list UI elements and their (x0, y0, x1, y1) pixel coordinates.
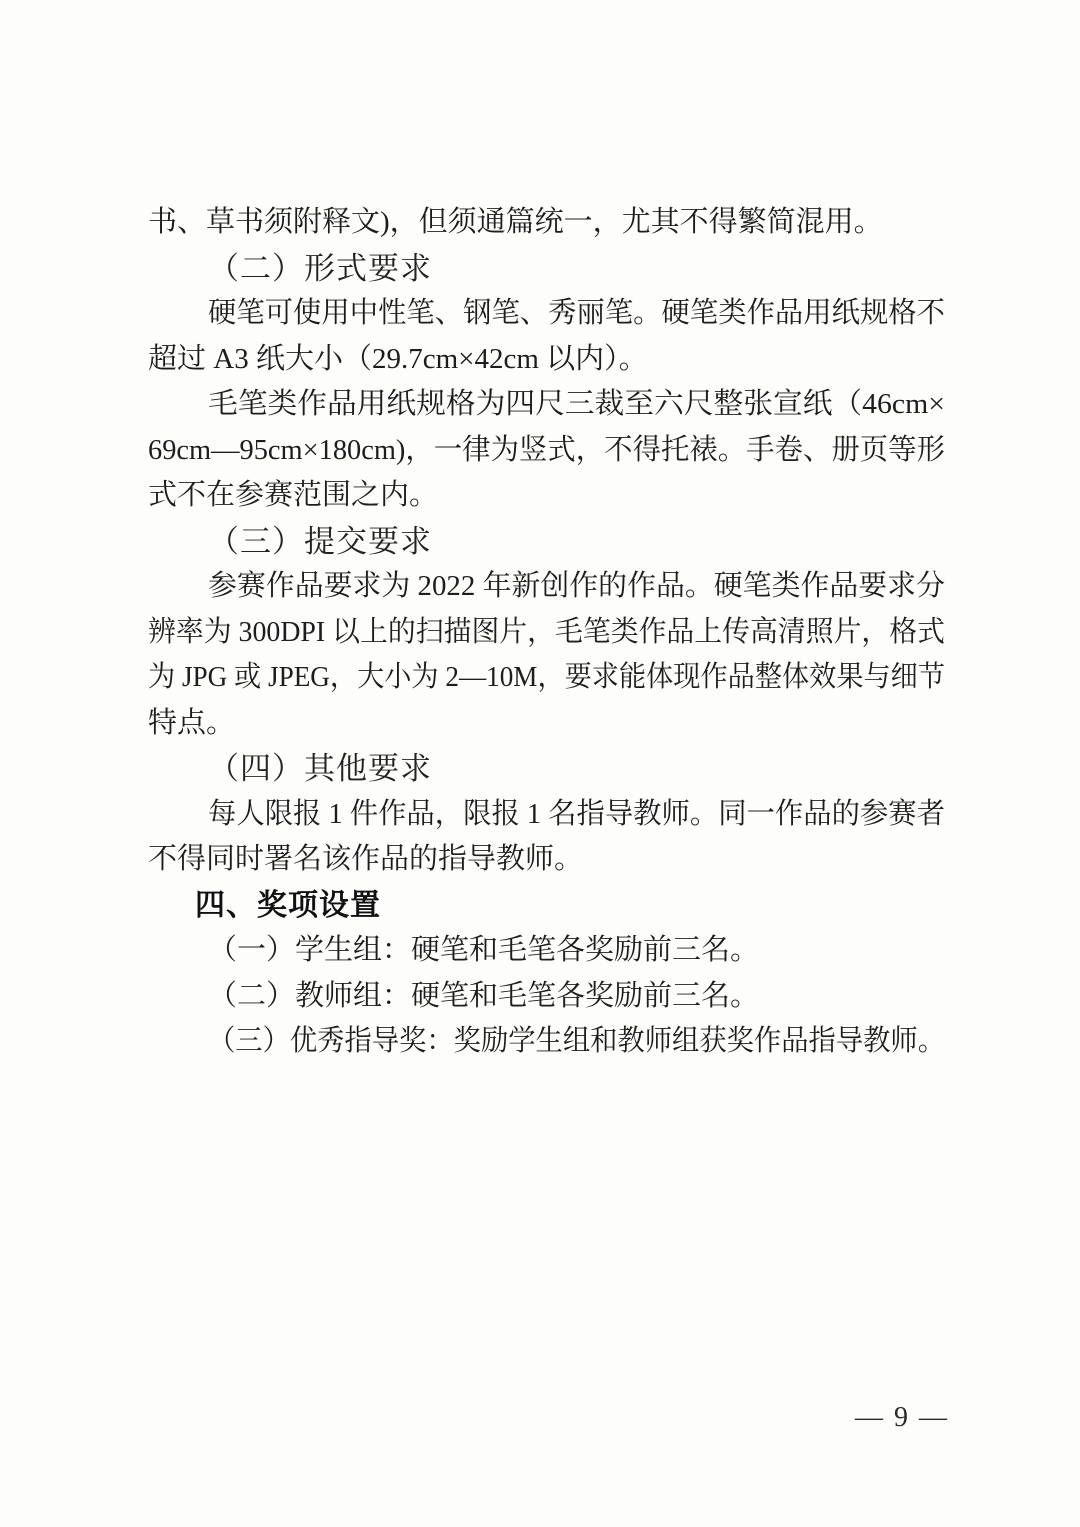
text-line-content: 硬笔可使用中性笔、钢笔、秀丽笔。硬笔类作品用纸规格不 (208, 297, 945, 329)
text-line (148, 792, 945, 838)
text-line-content: 参赛作品要求为 2022 年新创作的作品。硬笔类作品要求分 (208, 570, 945, 602)
text-line-content: 超过 A3 纸大小（29.7cm×42cm 以内）。 (148, 342, 648, 375)
text-line (148, 655, 945, 701)
subsection-heading (148, 746, 945, 792)
text-line (148, 974, 945, 1020)
text-line-content: 69cm—95cm×180cm)，一律为竖式，不得托裱。手卷、册页等形 (148, 433, 945, 466)
text-line-content: （二）教师组：硬笔和毛笔各奖励前三名。 (208, 979, 760, 1012)
subsection-heading-text: （四）其他要求 (208, 751, 432, 786)
text-line (148, 701, 945, 747)
text-line-content: （一）学生组：硬笔和毛笔各奖励前三名。 (208, 934, 760, 966)
document-body (148, 200, 945, 1065)
text-line-content: 式不在参赛范围之内。 (148, 479, 439, 511)
text-line-content: 毛笔类作品用纸规格为四尺三裁至六尺整张宣纸（46cm× (208, 388, 945, 420)
subsection-heading (148, 246, 945, 292)
text-line (148, 610, 945, 656)
section-heading-text: 四、奖项设置 (195, 888, 381, 922)
text-line (148, 1019, 945, 1065)
text-line (148, 837, 945, 883)
text-line (148, 428, 945, 474)
subsection-heading-text: （二）形式要求 (208, 250, 432, 286)
text-line-content: 不得同时署名该作品的指导教师。 (148, 843, 584, 875)
text-line-content: 为 JPG 或 JPEG，大小为 2—10M，要求能体现作品整体效果与细节 (148, 661, 945, 693)
text-line-content: 书、草书须附释文)，但须通篇统一，尤其不得繁简混用。 (148, 206, 883, 238)
text-line (148, 928, 945, 974)
section-heading (148, 883, 945, 929)
text-line-content: 特点。 (148, 706, 236, 739)
text-line (148, 200, 945, 246)
text-line (148, 337, 945, 383)
subsection-heading (148, 519, 945, 565)
text-line-content: 辨率为 300DPI 以上的扫描图片，毛笔类作品上传高清照片，格式 (148, 615, 945, 648)
text-line (148, 291, 945, 337)
text-line (148, 564, 945, 610)
text-line-content: （三）优秀指导奖：奖励学生组和教师组获奖作品指导教师。 (208, 1025, 945, 1057)
subsection-heading-text: （三）提交要求 (208, 523, 432, 559)
text-line-content: 每人限报 1 件作品，限报 1 名指导教师。同一作品的参赛者 (208, 797, 945, 830)
page-number: — 9 — (855, 1402, 949, 1433)
text-line (148, 473, 945, 519)
text-line (148, 382, 945, 428)
